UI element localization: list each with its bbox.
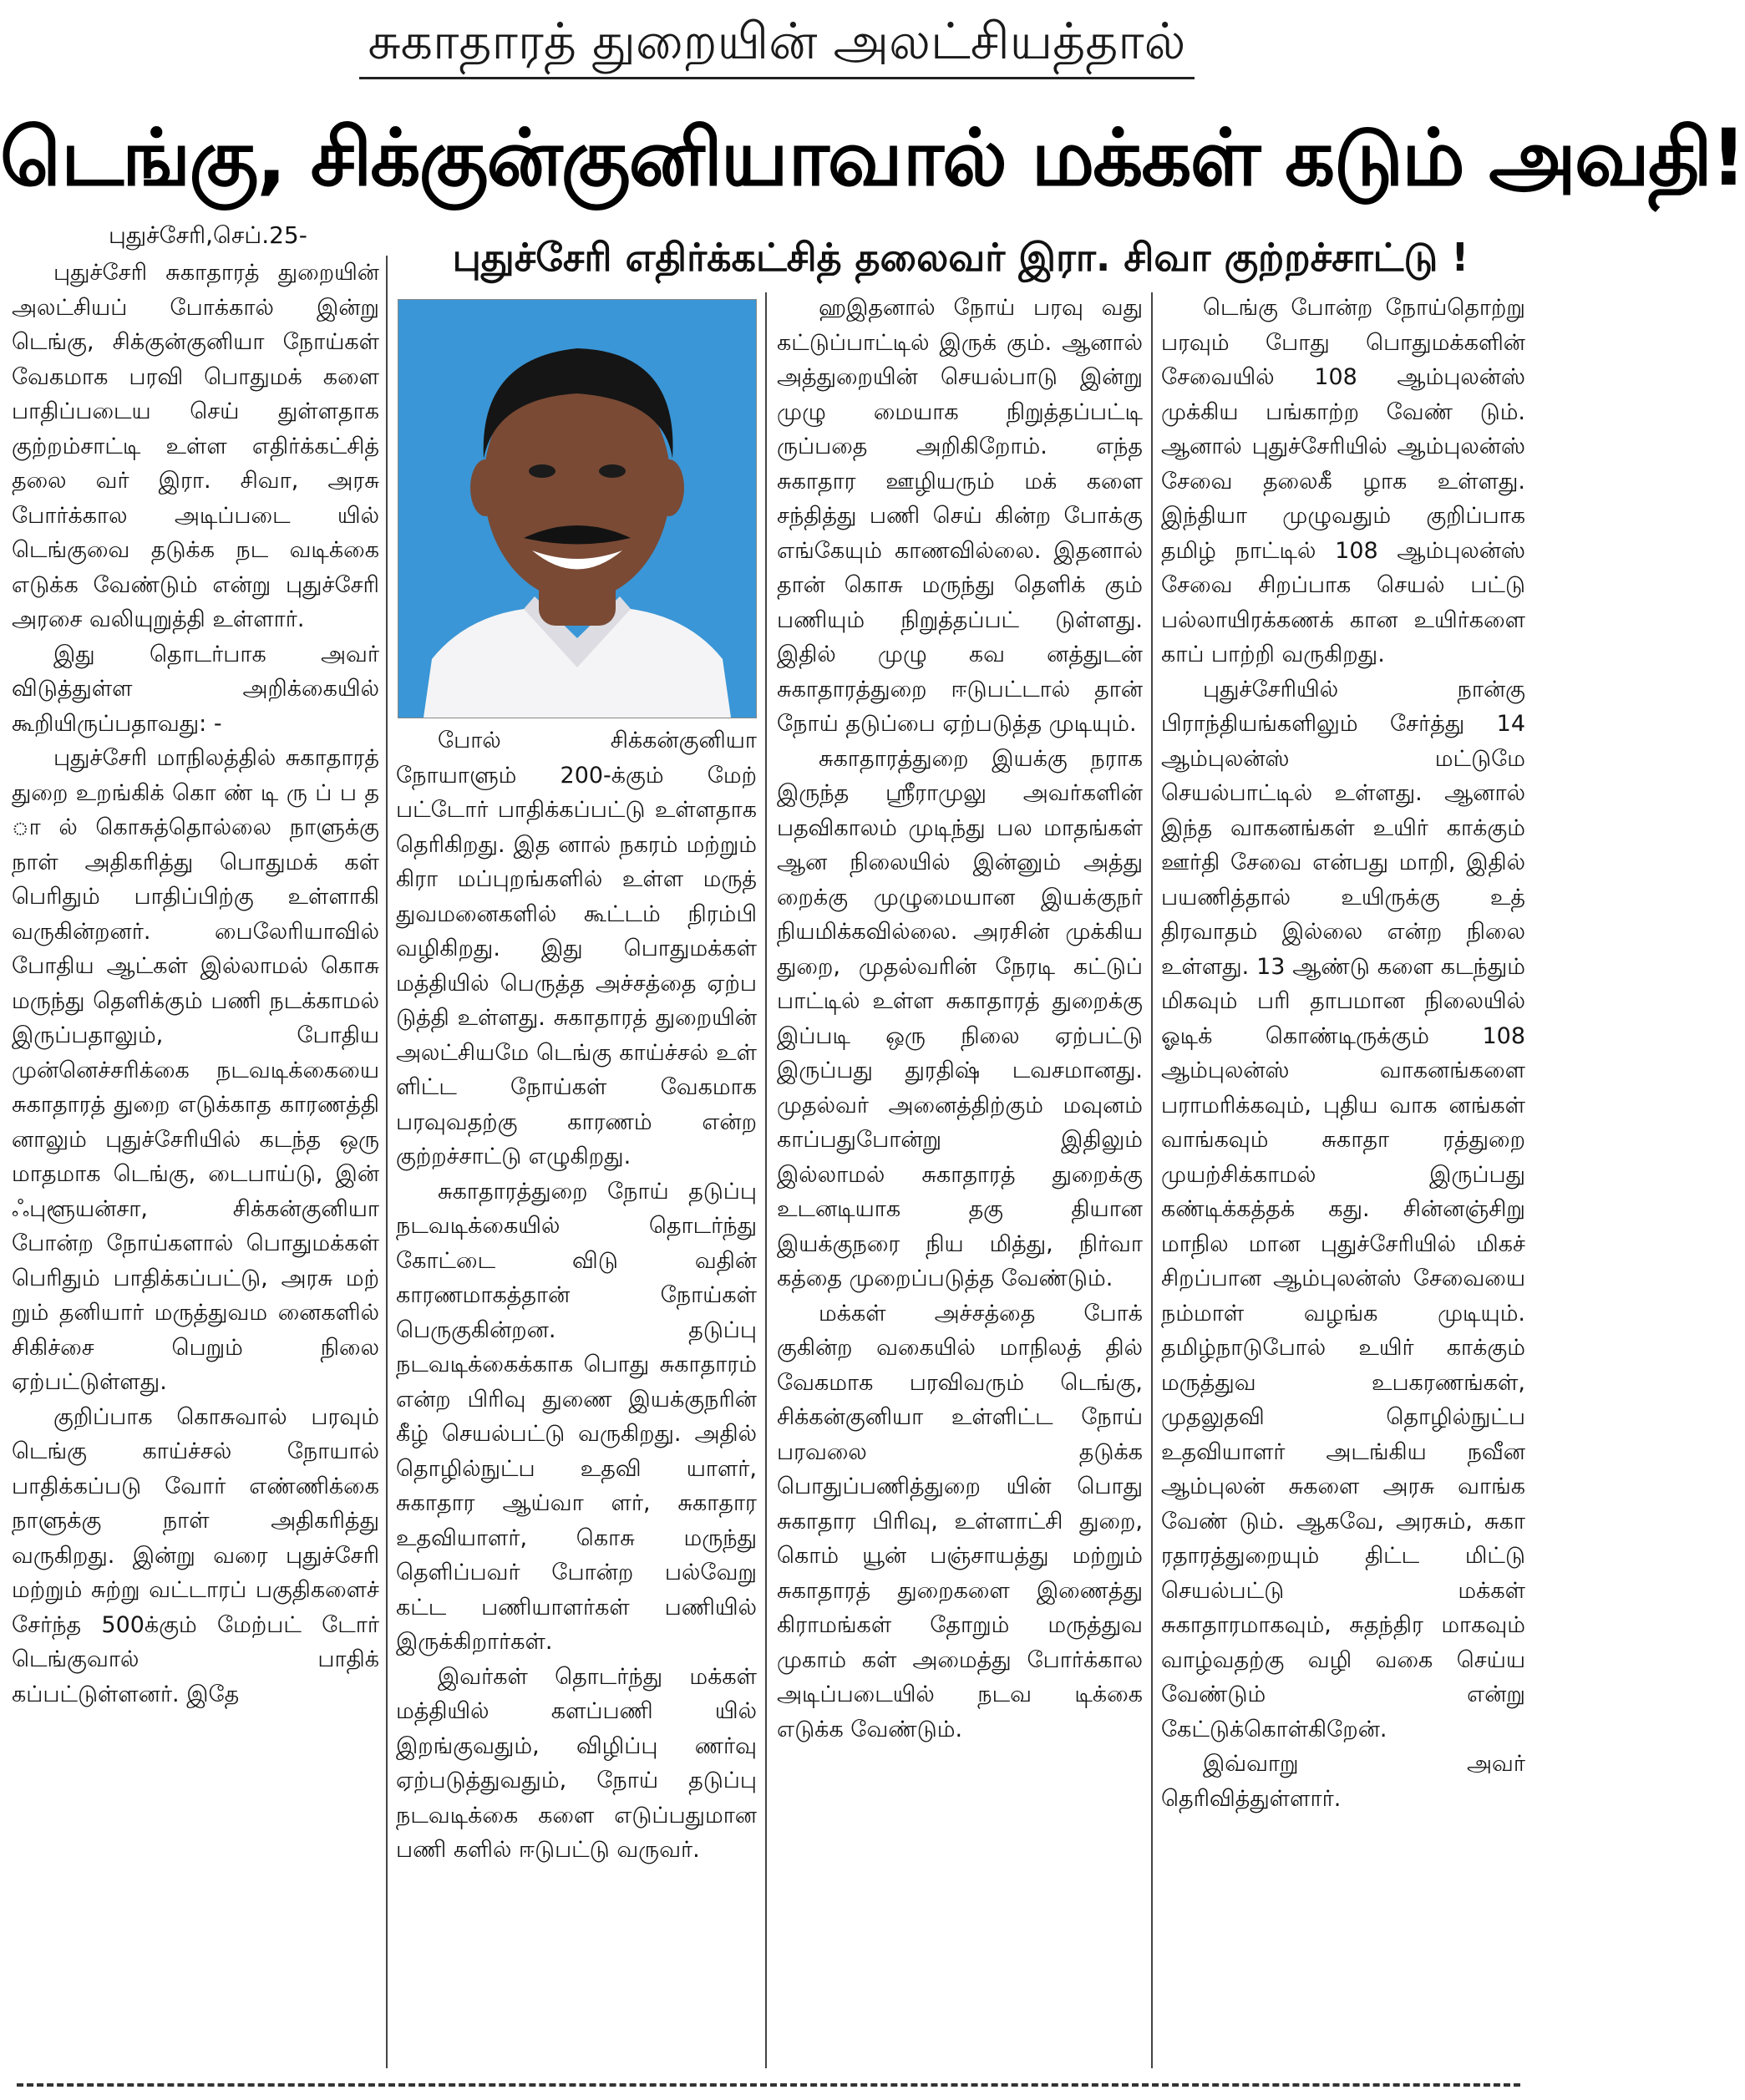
eye-right [599,464,626,478]
ear-left [470,459,500,516]
article-column-2 [396,723,757,2075]
paragraph: இவ்வாறு அவர் தெரிவித்துள்ளார். [1161,1751,1525,1812]
headline-kicker: சுகாதாரத் துறையின் அலட்சியத்தால் [368,13,1186,71]
bottom-dashed-rule [17,2083,1520,2087]
paragraph: குறிப்பாக கொசுவால் பரவும் டெங்கு காய்ச்சல் நோயால் பாதிக்கப்படு வோர் எண்ணிக்கை நாளுக்கு நாள் அதிகரித்து வருகிறது. இன்று வரை புதுச்சேரி மற்றும் சுற்று வட்டாரப் பகுதிகளைச் சேர்ந்த 500க்கும் மேற்பட் டோர் டெங்குவால் பாதிக் கப்பட்டுள்ளனர். இதே [12,1403,379,1707]
ear-right [654,459,684,516]
kicker-underline [359,77,1195,79]
paragraph: சுகாதாரத்துறை நோய் தடுப்பு நடவடிக்கையில் தொடர்ந்து கோட்டை விடு வதின் காரணமாகத்தான் நோய்கள் பெருகுகின்றன. தடுப்பு நடவடிக்கைக்காக பொது சுகாதாரம் என்ற பிரிவு துணை இயக்குநரின் கீழ் செயல்பட்டு வருகிறது. அதில் தொழில்நுட்ப உதவி யாளர், சுகாதார ஆய்வா ளர், சுகாதார உதவியாளர், கொசு மருந்து தெளிப்பவர் போன்ற பல்வேறு கட்ட பணியாளர்கள் பணியில் இருக்கிறார்கள். [396,1178,757,1655]
paragraph: இது தொடர்பாக அவர் விடுத்துள்ள அறிக்கையில் கூறியிருப்பதாவது: - [12,641,379,737]
dateline: புதுச்சேரி,செப்.25- [109,221,307,249]
paragraph: மக்கள் அச்சத்தை போக் குகின்ற வகையில் மாநிலத் தில் வேகமாக பரவிவரும் டெங்கு, சிக்கன்குனியா உள்ளிட்ட நோய் பரவலை தடுக்க பொதுப்பணித்துறை யின் பொது சுகாதார பிரிவு, உள்ளாட்சி துறை, கொம் யூன் பஞ்சாயத்து மற்றும் சுகாதாரத் துறைகளை இணைத்து கிராமங்கள் தோறும் மருத்துவ முகாம் கள் அமைத்து போர்க்கால அடிப்படையில் நடவ டிக்கை எடுக்க வேண்டும். [777,1300,1143,1742]
article-column-3 [777,291,1143,2075]
column-divider [1151,292,1153,2068]
paragraph: இவர்கள் தொடர்ந்து மக்கள் மத்தியில் களப்பணி யில் இறங்குவதும், விழிப்பு ணர்வு ஏற்படுத்துவதும், நோய் தடுப்பு நடவடிக்கை களை எடுப்பதுமான பணி களில் ஈடுபட்டு வருவர். [396,1663,757,1863]
column-divider [765,292,767,2068]
main-headline: டெங்கு, சிக்குன்குனியாவால் மக்கள் கடும் அவதி! [0,113,1745,204]
paragraph: டெங்கு போன்ற நோய்தொற்று பரவும் போது பொதுமக்களின் சேவையில் 108 ஆம்புலன்ஸ் முக்கிய பங்காற்ற வேண் டும். ஆனால் புதுச்சேரியில் ஆம்புலன்ஸ் சேவை தலைகீ ழாக உள்ளது. இந்தியா முழுவதும் குறிப்பாக தமிழ் நாட்டில் 108 ஆம்புலன்ஸ் சேவை சிறப்பாக செயல் பட்டு பல்லாயிரக்கணக் கான உயிர்களை காப் பாற்றி வருகிறது. [1161,295,1525,667]
paragraph: புதுச்சேரி மாநிலத்தில் சுகாதாரத் துறை உறங்கிக் கொ ண் டி ரு ப் ப த ா ல் கொசுத்தொல்லை நாளுக்கு நாள் அதிகரித்து பொதுமக் கள் பெரிதும் பாதிப்பிற்கு உள்ளாகி வருகின்றனர். பைலேரியாவில் போதிய ஆட்கள் இல்லாமல் கொசு மருந்து தெளிக்கும் பணி நடக்காமல் இருப்பதாலும், போதிய முன்னெச்சரிக்கை நடவடிக்கையை சுகாதாரத் துறை எடுக்காத காரணத்தி னாலும் புதுச்சேரியில் கடந்த ஒரு மாதமாக டெங்கு, டைபாய்டு, இன் ஃபுளூயன்சா, சிக்கன்குனியா போன்ற நோய்களால் பொதுமக்கள் பெரிதும் பாதிக்கப்பட்டு, அரசு மற் றும் தனியார் மருத்துவம னைகளில் சிகிச்சை பெறும் நிலை ஏற்பட்டுள்ளது. [12,745,379,1395]
portrait-photo [398,299,757,718]
paragraph: புதுச்சேரி சுகாதாரத் துறையின் அலட்சியப் போக்கால் இன்று டெங்கு, சிக்குன்குனியா நோய்கள் வேகமாக பரவி பொதுமக் களை பாதிப்படைய செய் துள்ளதாக குற்றம்சாட்டி உள்ள எதிர்க்கட்சித் தலை வர் இரா. சிவா, அரசு போர்க்கால அடிப்படை யில் டெங்குவை தடுக்க நட வடிக்கை எடுக்க வேண்டும் என்று புதுச்சேரி அரசை வலியுறுத்தி உள்ளார். [12,260,379,632]
subheadline: புதுச்சேரி எதிர்க்கட்சித் தலைவர் இரா. சிவா குற்றச்சாட்டு ! [452,235,1469,280]
column-divider [386,256,388,2068]
paragraph: போல் சிக்கன்குனியா நோயாளும் 200-க்கும் மேற் பட்டோர் பாதிக்கப்பட்டு உள்ளதாக தெரிகிறது. இத னால் நகரம் மற்றும் கிரா மப்புறங்களில் உள்ள மருத் துவமனைகளில் கூட்டம் நிரம்பி வழிகிறது. இது பொதுமக்கள் மத்தியில் பெருத்த அச்சத்தை ஏற்ப டுத்தி உள்ளது. சுகாதாரத் துறையின் அலட்சியமே டெங்கு காய்ச்சல் உள் ளிட்ட நோய்கள் வேகமாக பரவுவதற்கு காரணம் என்ற குற்றச்சாட்டு எழுகிறது. [396,728,757,1169]
portrait-illustration [398,300,756,718]
paragraph: சுகாதாரத்துறை இயக்கு நராக இருந்த ஸ்ரீராமுலு அவர்களின் பதவிகாலம் முடிந்து பல மாதங்கள் ஆன நிலையில் இன்னும் அத்து றைக்கு முழுமையான இயக்குநர் நியமிக்கவில்லை. அரசின் முக்கிய துறை, முதல்வரின் நேரடி கட்டுப் பாட்டில் உள்ள சுகாதாரத் துறைக்கு இப்படி ஒரு நிலை ஏற்பட்டு இருப்பது துரதிஷ் டவசமானது. முதல்வர் அனைத்திற்கும் மவுனம் காப்பதுபோன்று இதிலும் இல்லாமல் சுகாதாரத் துறைக்கு உடனடியாக தகு தியான இயக்குநரை நிய மித்து, நிர்வா கத்தை முறைப்படுத்த வேண்டும். [777,745,1143,1291]
paragraph: ஹஇதனால் நோய் பரவு வது கட்டுப்பாட்டில் இருக் கும். ஆனால் அத்துறையின் செயல்பாடு இன்று முழு மையாக நிறுத்தப்பட்டி ருப்பதை அறிகிறோம். எந்த சுகாதார ஊழியரும் மக் களை சந்தித்து பணி செய் கின்ற போக்கு எங்கேயும் காணவில்லை. இதனால் தான் கொசு மருந்து தெளிக் கும் பணியும் நிறுத்தப்பட் டுள்ளது. இதில் முழு கவ னத்துடன் சுகாதாரத்துறை ஈடுபட்டால் தான் நோய் தடுப்பை ஏற்படுத்த முடியும். [777,295,1143,737]
article-column-1 [12,256,379,2075]
paragraph: புதுச்சேரியில் நான்கு பிராந்தியங்களிலும் சேர்த்து 14 ஆம்புலன்ஸ் மட்டுமே செயல்பாட்டில் உள்ளது. ஆனால் இந்த வாகனங்கள் உயிர் காக்கும் ஊர்தி சேவை என்பது மாறி, இதில் பயணித்தால் உயிருக்கு உத் திரவாதம் இல்லை என்ற நிலை உள்ளது. 13 ஆண்டு களை கடந்தும் மிகவும் பரி தாபமான நிலையில் ஓடிக் கொண்டிருக்கும் 108 ஆம்புலன்ஸ் வாகனங்களை பராமரிக்கவும், புதிய வாக னங்கள் வாங்கவும் சுகாதா ரத்துறை முயற்சிக்காமல் இருப்பது கண்டிக்கத்தக் கது. சின்னஞ்சிறு மாநில மான புதுச்சேரியில் மிகச் சிறப்பான ஆம்புலன்ஸ் சேவையை நம்மாள் வழங்க முடியும். தமிழ்நாடுபோல் உயிர் காக்கும் மருத்துவ உபகரணங்கள், முதலுதவி தொழில்நுட்ப உதவியாளர் அடங்கிய நவீன ஆம்புலன் சுகளை அரசு வாங்க வேண் டும். ஆகவே, அரசும், சுகா ரதாரத்துறையும் திட்ட மிட்டு செயல்பட்டு மக்கள் சுகாதாரமாகவும், சுதந்திர மாகவும் வாழ்வதற்கு வழி வகை செய்ய வேண்டும் என்று கேட்டுக்கொள்கிறேன். [1161,676,1525,1742]
eye-left [529,464,555,478]
article-column-4 [1161,291,1525,2075]
